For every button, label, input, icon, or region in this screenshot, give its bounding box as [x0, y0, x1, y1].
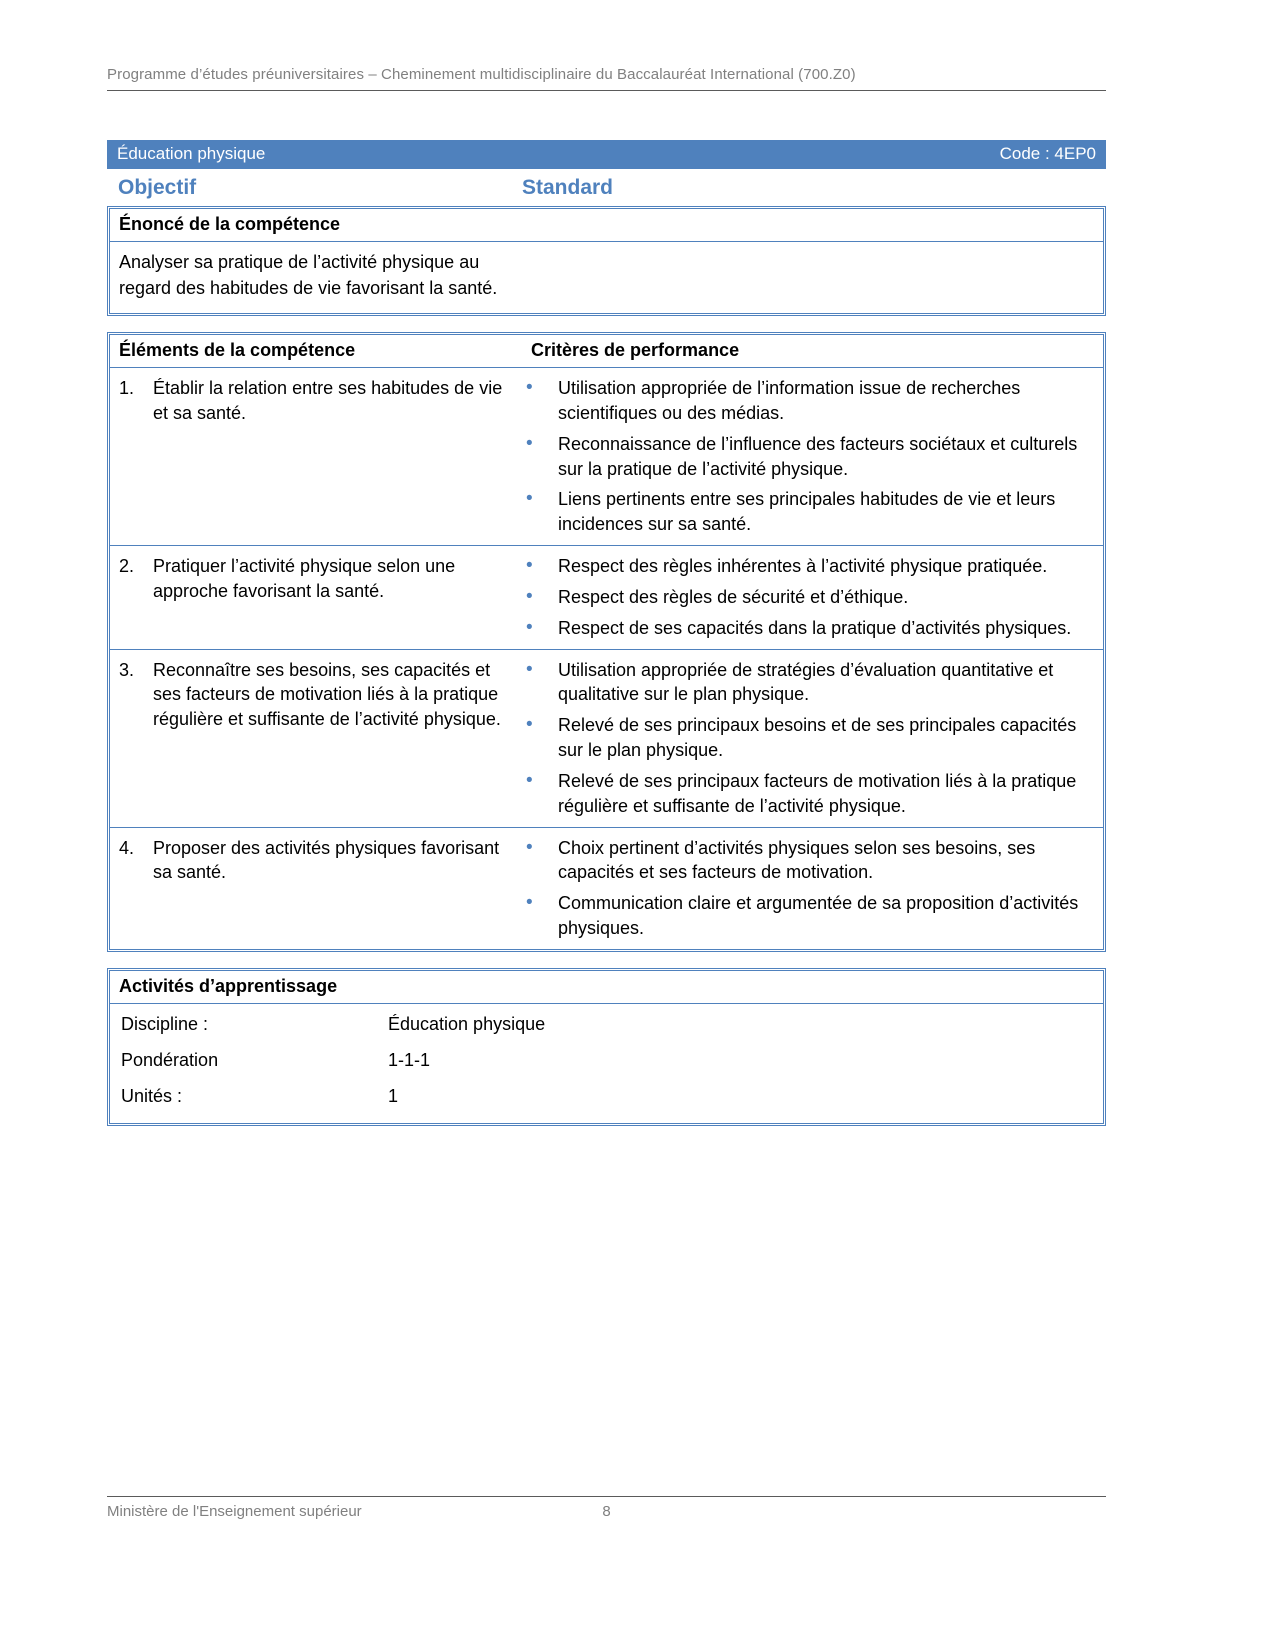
critere-item	[522, 658, 1093, 708]
footer-ministry-text: Ministère de l'Enseignement supérieur	[107, 1503, 362, 1520]
element-cell	[110, 836, 522, 943]
bullet-icon: •	[526, 432, 533, 454]
running-footer	[107, 1496, 1106, 1520]
page-number: 8	[602, 1503, 611, 1520]
table-row	[110, 828, 1103, 949]
critere-text: Utilisation appropriée de l’information issue de recherches scientifiques ou des médias.	[558, 378, 1021, 423]
ponderation-value: 1-1-1	[388, 1049, 431, 1070]
competence-table-header	[110, 335, 1103, 368]
bullet-icon: •	[526, 892, 533, 914]
critere-item	[522, 891, 1093, 941]
critere-item	[522, 376, 1093, 426]
unites-label: Unités :	[121, 1085, 183, 1106]
bullet-icon: •	[526, 377, 533, 399]
activites-row-discipline	[121, 1014, 1094, 1035]
column-header-criteres: Critères de performance	[531, 340, 740, 361]
element-text: Établir la relation entre ses habitudes de vie et sa santé.	[153, 378, 503, 423]
critere-item	[522, 554, 1093, 579]
activites-title: Activités d’apprentissage	[110, 971, 1103, 1004]
objectif-heading: Objectif	[118, 176, 197, 199]
enonce-box	[107, 206, 1106, 316]
table-row	[110, 546, 1103, 649]
critere-text: Utilisation appropriée de stratégies d’évaluation quantitative et qualitative sur le plan physique.	[558, 659, 1054, 705]
element-number: 3.	[119, 659, 135, 680]
criteres-cell	[522, 658, 1103, 821]
criteres-cell	[522, 836, 1103, 943]
element-number: 2.	[119, 556, 135, 577]
bullet-icon: •	[526, 658, 533, 680]
critere-item	[522, 713, 1093, 763]
enonce-body	[110, 242, 1103, 313]
critere-item	[522, 585, 1093, 610]
critere-item	[522, 487, 1093, 537]
criteres-list	[522, 376, 1103, 537]
criteres-list	[522, 658, 1103, 819]
table-row	[110, 368, 1103, 546]
critere-item	[522, 432, 1093, 482]
element-text: Proposer des activités physiques favorisant sa santé.	[153, 837, 500, 883]
enonce-text: Analyser sa pratique de l’activité physique au regard des habitudes de vie favorisant la santé.	[119, 252, 498, 298]
running-header-text: Programme d’études préuniversitaires – Cheminement multidisciplinaire du Baccalauréat International (700.Z0)	[107, 66, 856, 83]
critere-text: Communication claire et argumentée de sa proposition d’activités physiques.	[558, 893, 1079, 938]
course-title: Éducation physique	[117, 144, 266, 163]
critere-item	[522, 836, 1093, 886]
bullet-icon: •	[526, 769, 533, 791]
activites-row-ponderation	[121, 1050, 1094, 1071]
bullet-icon: •	[526, 585, 533, 607]
criteres-list	[522, 836, 1103, 941]
discipline-label: Discipline :	[121, 1013, 209, 1034]
critere-text: Liens pertinents entre ses principales habitudes de vie et leurs incidences sur sa santé.	[558, 489, 1056, 535]
activites-row-unites	[121, 1086, 1094, 1107]
element-number: 1.	[119, 378, 135, 399]
element-text: Reconnaître ses besoins, ses capacités et ses facteurs de motivation liés à la pratique régulière et suffisante de l’activité physique.	[153, 659, 501, 730]
unites-value: 1	[388, 1085, 399, 1106]
bullet-icon: •	[526, 714, 533, 736]
critere-text: Relevé de ses principaux facteurs de motivation liés à la pratique régulière et suffisante de l’activité physique.	[558, 770, 1077, 816]
bullet-icon: •	[526, 488, 533, 510]
ponderation-label: Pondération	[121, 1049, 219, 1070]
element-cell	[110, 658, 522, 821]
course-code: Code : 4EP0	[999, 144, 1096, 163]
element-number: 4.	[119, 837, 135, 858]
column-header-elements: Éléments de la compétence	[119, 340, 356, 361]
critere-item	[522, 769, 1093, 819]
element-text: Pratiquer l’activité physique selon une approche favorisant la santé.	[153, 556, 456, 601]
bullet-icon: •	[526, 555, 533, 577]
table-row	[110, 650, 1103, 828]
course-banner	[107, 140, 1106, 169]
competence-table	[107, 332, 1106, 952]
critere-text: Relevé de ses principaux besoins et de ses principales capacités sur le plan physique.	[558, 715, 1077, 761]
bullet-icon: •	[526, 616, 533, 638]
criteres-cell	[522, 376, 1103, 539]
enonce-title: Énoncé de la compétence	[110, 209, 1103, 242]
critere-text: Respect des règles inhérentes à l’activité physique pratiquée.	[558, 556, 1048, 577]
critere-text: Respect des règles de sécurité et d’éthique.	[558, 586, 909, 607]
activites-box	[107, 968, 1106, 1126]
critere-text: Respect de ses capacités dans la pratique d’activités physiques.	[558, 617, 1072, 638]
critere-item	[522, 616, 1093, 641]
critere-text: Reconnaissance de l’influence des facteurs sociétaux et culturels sur la pratique de l’activité physique.	[558, 433, 1078, 479]
objectif-standard-row	[107, 169, 1106, 206]
element-cell	[110, 376, 522, 539]
activites-body	[110, 1004, 1103, 1123]
critere-text: Choix pertinent d’activités physiques selon ses besoins, ses capacités et ses facteurs de motivation.	[558, 837, 1036, 883]
criteres-cell	[522, 554, 1103, 642]
bullet-icon: •	[526, 836, 533, 858]
discipline-value: Éducation physique	[388, 1013, 546, 1034]
standard-heading: Standard	[522, 176, 614, 199]
criteres-list	[522, 554, 1103, 640]
running-header	[107, 66, 1106, 91]
element-cell	[110, 554, 522, 642]
document-page	[107, 0, 1106, 1126]
